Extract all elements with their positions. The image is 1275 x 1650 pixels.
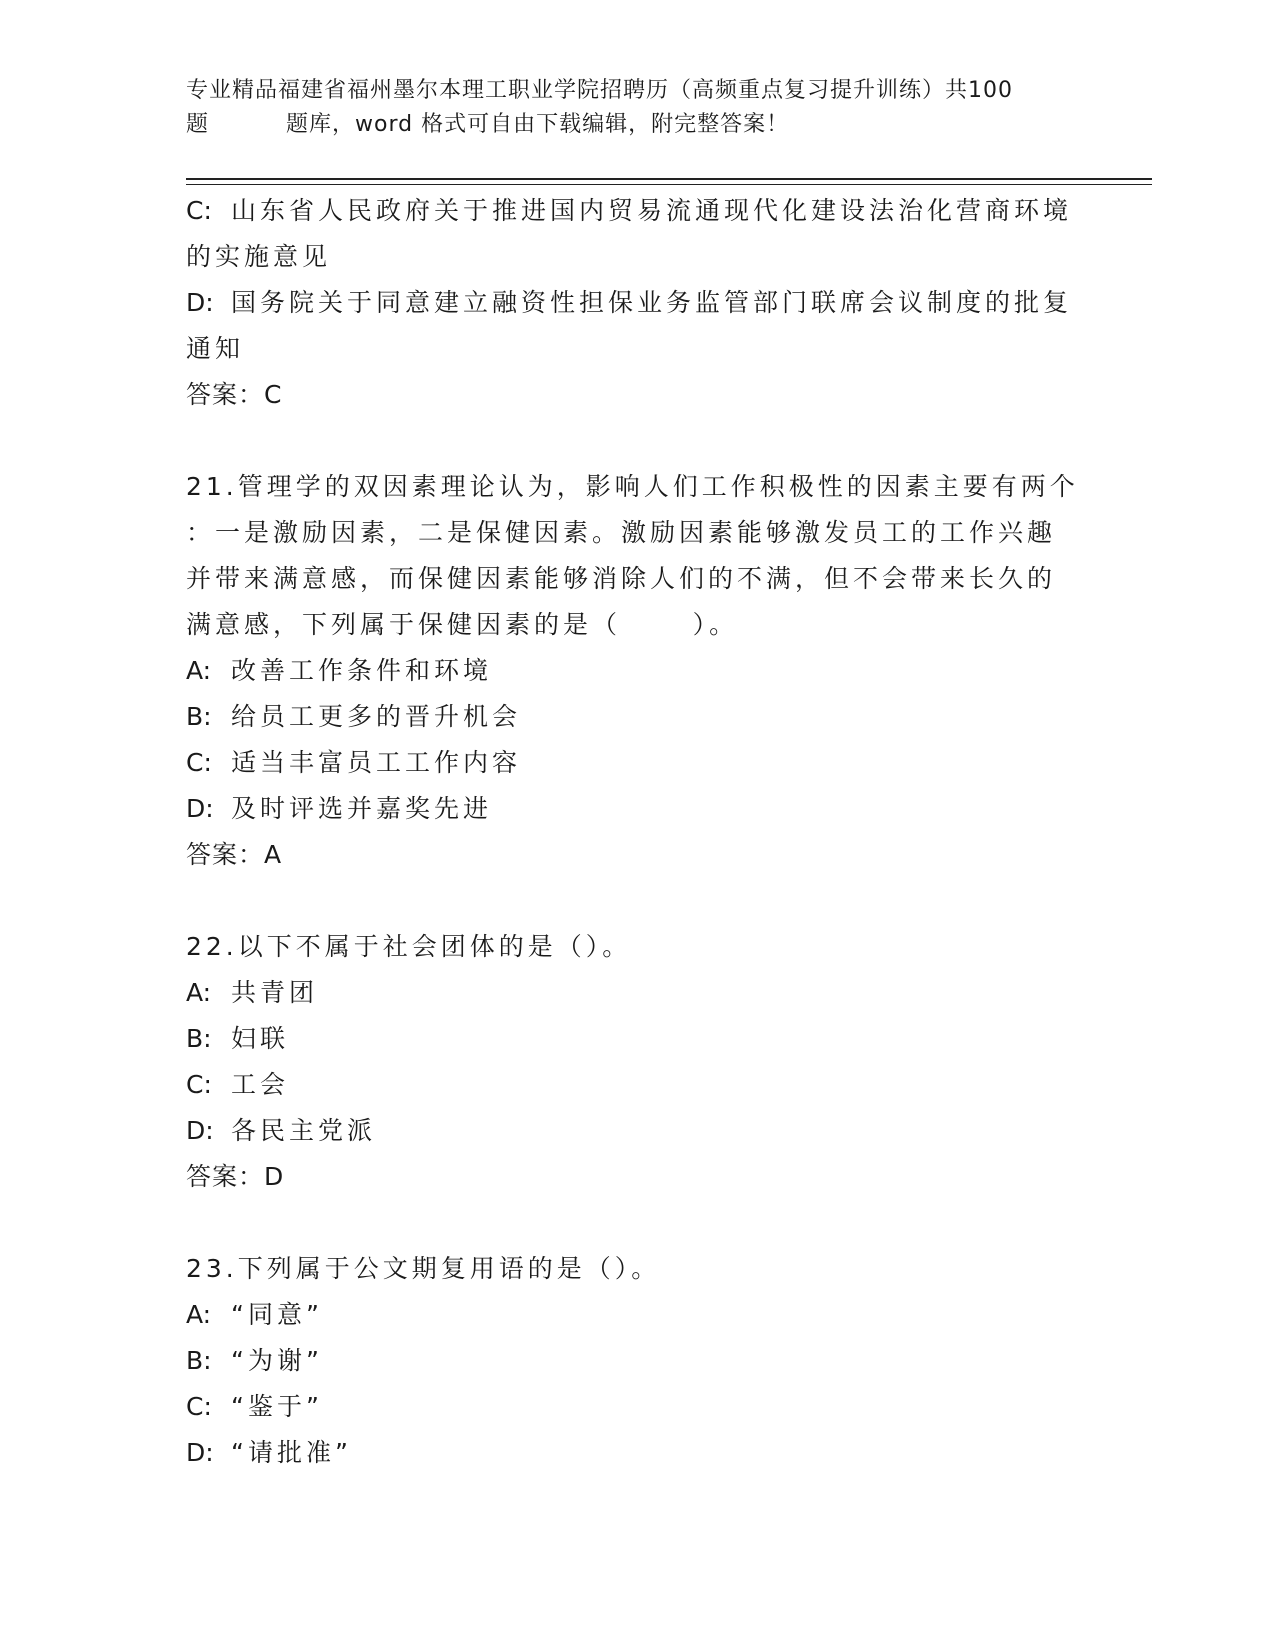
option-text: 给员工更多的晋升机会 xyxy=(231,702,522,731)
header-title-line2-left: 题 xyxy=(186,112,210,137)
option-label: D: xyxy=(186,794,214,823)
option-label: C: xyxy=(186,748,212,777)
header-title-line2 xyxy=(186,108,1086,142)
answer-line: 答案：A xyxy=(186,840,283,869)
option-text: 工会 xyxy=(231,1070,290,1099)
option-label: A: xyxy=(186,978,212,1007)
option-text: 适当丰富员工工作内容 xyxy=(231,748,522,777)
option-label: A: xyxy=(186,1300,212,1329)
option-c xyxy=(186,740,1086,786)
option-text: 共青团 xyxy=(231,978,319,1007)
option-text: 各民主党派 xyxy=(231,1116,377,1145)
question-23 xyxy=(186,1246,1086,1476)
option-d xyxy=(186,1108,1086,1154)
question-stem-line: 22.以下不属于社会团体的是（）。 xyxy=(186,932,632,961)
header-divider-thin xyxy=(186,184,1152,185)
question-stem-line: 23.下列属于公文期复用语的是（）。 xyxy=(186,1254,661,1283)
option-text: “为谢” xyxy=(231,1346,323,1375)
carryover-block xyxy=(186,188,1086,418)
option-b xyxy=(186,694,1086,740)
option-label: C: xyxy=(186,196,212,225)
answer-line: 答案：C xyxy=(186,380,283,409)
question-content xyxy=(186,188,1086,1476)
option-label: C: xyxy=(186,1392,212,1421)
option-text: 山东省人民政府关于推进国内贸易流通现代化建设法治化营商环境 xyxy=(231,196,1073,225)
option-a xyxy=(186,970,1086,1016)
header-title-line1: 专业精品福建省福州墨尔本理工职业学院招聘历（高频重点复习提升训练）共100 xyxy=(186,78,1013,103)
header-divider-thick xyxy=(186,178,1152,180)
option-b xyxy=(186,1016,1086,1062)
option-c xyxy=(186,1384,1086,1430)
option-d xyxy=(186,786,1086,832)
option-text-continued: 的实施意见 xyxy=(186,242,332,271)
option-label: D: xyxy=(186,1116,214,1145)
option-label: A: xyxy=(186,656,212,685)
option-d xyxy=(186,280,1086,326)
question-stem-line: 21.管理学的双因素理论认为，影响人们工作积极性的因素主要有两个 xyxy=(186,472,1079,501)
option-label: D: xyxy=(186,288,214,317)
option-label: C: xyxy=(186,1070,212,1099)
option-text: “鉴于” xyxy=(231,1392,323,1421)
question-stem-line: ：一是激励因素，二是保健因素。激励因素能够激发员工的工作兴趣 xyxy=(186,518,1057,547)
option-text: 改善工作条件和环境 xyxy=(231,656,493,685)
option-text-continued: 通知 xyxy=(186,334,245,363)
option-c xyxy=(186,1062,1086,1108)
option-d xyxy=(186,1430,1086,1476)
option-label: D: xyxy=(186,1438,214,1467)
answer-line: 答案：D xyxy=(186,1162,285,1191)
question-stem-line: 满意感，下列属于保健因素的是（ ）。 xyxy=(186,610,739,639)
question-stem-line: 并带来满意感，而保健因素能够消除人们的不满，但不会带来长久的 xyxy=(186,564,1057,593)
spacer xyxy=(186,418,1086,464)
option-label: B: xyxy=(186,1024,212,1053)
option-text: 及时评选并嘉奖先进 xyxy=(231,794,493,823)
header-title-line2-right: 题库，word 格式可自由下载编辑，附完整答案！ xyxy=(286,112,790,137)
spacer xyxy=(186,878,1086,924)
option-c xyxy=(186,188,1086,234)
page-header xyxy=(186,74,1086,142)
option-label: B: xyxy=(186,1346,212,1375)
option-a xyxy=(186,1292,1086,1338)
option-b xyxy=(186,1338,1086,1384)
question-21 xyxy=(186,464,1086,878)
option-text: “请批准” xyxy=(231,1438,352,1467)
question-22 xyxy=(186,924,1086,1200)
option-text: 国务院关于同意建立融资性担保业务监管部门联席会议制度的批复 xyxy=(231,288,1073,317)
option-text: “同意” xyxy=(231,1300,323,1329)
option-text: 妇联 xyxy=(231,1024,290,1053)
option-label: B: xyxy=(186,702,212,731)
option-a xyxy=(186,648,1086,694)
spacer xyxy=(186,1200,1086,1246)
